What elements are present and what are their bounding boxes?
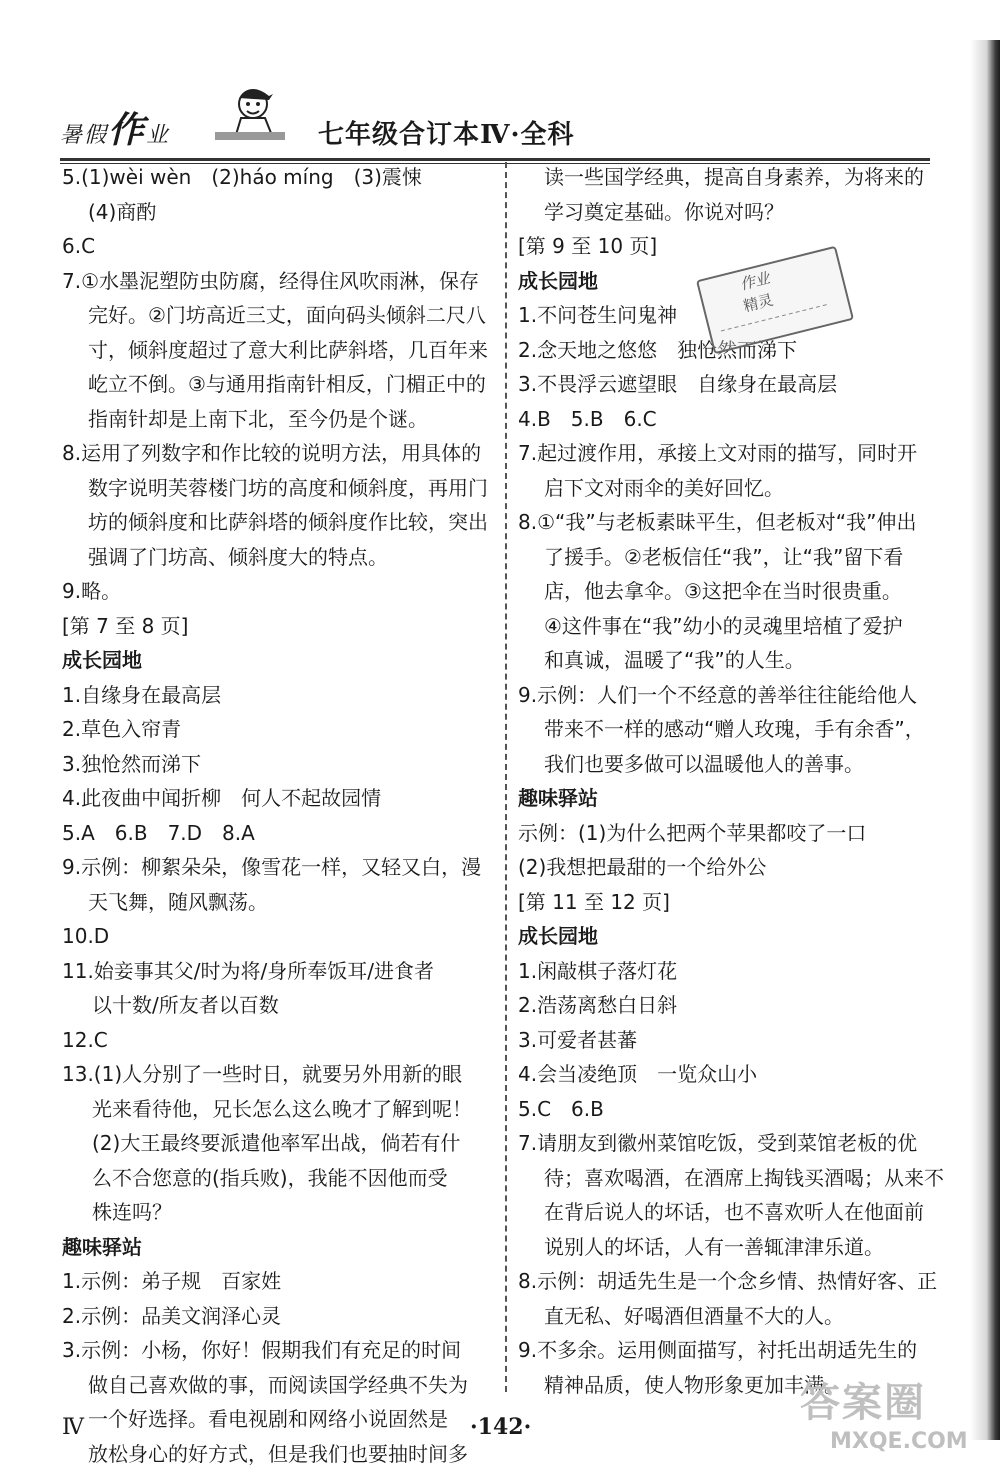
answer-line: 一个好选择。看电视剧和网络小说固然是	[88, 1407, 448, 1431]
answer-line: (2)大王最终要派遣他率军出战，倘若有什	[92, 1131, 461, 1155]
answer-line: 5.A 6.B 7.D 8.A	[62, 820, 255, 845]
brand-pre: 暑假	[60, 123, 109, 148]
brand-big: 作	[108, 109, 147, 151]
answer-line: 3.不畏浮云遮望眼 自缘身在最高层	[518, 372, 838, 396]
answer-line: 5.(1)wèi wèn (2)háo míng (3)震悚	[62, 165, 422, 189]
answer-line: 直无私、好喝酒但酒量不大的人。	[544, 1303, 844, 1328]
answer-line: 4.B 5.B 6.C	[518, 406, 657, 431]
answer-line: 1.自缘身在最高层	[62, 682, 222, 707]
answer-line: 2.草色入帘青	[62, 717, 182, 741]
brand-post: 业	[146, 123, 171, 148]
answer-line: 1.不问苍生问鬼神	[518, 303, 678, 327]
answer-line: 店，他去拿伞。③这把伞在当时很贵重。	[544, 579, 902, 603]
answer-line: 完好。②门坊高近三丈，面向码头倾斜二尺八	[88, 303, 486, 327]
answer-line: 1.闲敲棋子落灯花	[518, 958, 678, 983]
answer-line: 5.C 6.B	[518, 1096, 604, 1121]
answer-line: 数字说明芙蓉楼门坊的高度和倾斜度，再用门	[88, 475, 488, 500]
answer-line: 6.C	[62, 234, 96, 258]
answer-line: 4.会当凌绝顶 一览众山小	[518, 1062, 758, 1086]
section-heading: 趣味驿站	[62, 1234, 142, 1259]
answer-line: 启下文对雨伞的美好回忆。	[544, 475, 784, 500]
page-range-heading: [第 7 至 8 页]	[62, 613, 189, 638]
answer-line: (2)我想把最甜的一个给外公	[518, 855, 767, 879]
answer-line: 2.念天地之悠悠 独怆然而涕下	[518, 337, 798, 362]
stamp-line1: 作业	[738, 268, 772, 294]
section-heading: 成长园地	[62, 648, 142, 672]
answer-line: 株连吗？	[92, 1200, 172, 1224]
answer-line: 寸，倾斜度超过了意大利比萨斜塔，几百年来	[88, 337, 488, 362]
answer-line: 屹立不倒。③与通用指南针相反，门楣正中的	[88, 372, 486, 396]
corner-watermark-logo	[790, 1365, 980, 1465]
answer-line: 7.请朋友到徽州菜馆吃饭，受到菜馆老板的优	[518, 1131, 918, 1155]
answer-line: 强调了门坊高、倾斜度大的特点。	[88, 544, 388, 569]
answer-line: 9.不多余。运用侧面描写，衬托出胡适先生的	[518, 1338, 918, 1362]
answer-line: 和真诚，温暖了“我”的人生。	[544, 648, 805, 672]
answer-line: 9.示例：柳絮朵朵，像雪花一样，又轻又白，漫	[62, 855, 482, 879]
answer-line: 带来不一样的感动“赠人玫瑰，手有余香”，	[544, 717, 925, 741]
answer-line: ④这件事在“我”幼小的灵魂里培植了爱护	[544, 613, 903, 638]
answer-line: 在背后说人的坏话，也不喜欢听人在他面前	[544, 1200, 924, 1224]
answer-line: 4.此夜曲中闻折柳 何人不起故园情	[62, 786, 382, 810]
answer-line: 坊的倾斜度和比萨斜塔的倾斜度作比较，突出	[88, 510, 488, 534]
answer-line: 以十数/所友者以百数	[92, 993, 279, 1017]
page-header	[60, 80, 940, 160]
answer-line: 做自己喜欢做的事，而阅读国学经典不失为	[88, 1372, 468, 1397]
answer-line: 12.C	[62, 1027, 108, 1052]
answer-line: 3.独怆然而涕下	[62, 751, 202, 776]
answer-line: 3.示例：小杨，你好！假期我们有充足的时间	[62, 1338, 462, 1362]
answer-line: 10.D	[62, 924, 110, 948]
section-heading: 成长园地	[518, 924, 598, 948]
brand-logo	[60, 102, 170, 153]
stamp-line2: 精灵	[741, 290, 776, 316]
scan-edge	[970, 40, 1000, 1440]
answer-line: 放松身心的好方式，但是我们也要抽时间多	[88, 1441, 468, 1466]
answer-line: 9.示例：人们一个不经意的善举往往能给他人	[518, 682, 918, 707]
mascot-icon	[195, 80, 295, 144]
answer-line: 光来看待他，兄长怎么这么晚才了解到呢！	[92, 1096, 472, 1121]
answer-line: 待；喜欢喝酒，在酒席上掏钱买酒喝；从来不	[544, 1165, 944, 1190]
answer-line: 2.浩荡离愁白日斜	[518, 993, 678, 1017]
book-subtitle: 七年级合订本Ⅳ·全科	[318, 120, 575, 150]
answer-line: 8.示例：胡适先生是一个念乡情、热情好客、正	[518, 1269, 938, 1293]
answer-line: (4)商酌	[88, 199, 157, 224]
answer-line: 1.示例：弟子规 百家姓	[62, 1269, 282, 1293]
answer-line: 么不合您意的(指兵败)，我能不因他而受	[92, 1165, 448, 1190]
answer-line: 7.①水墨泥塑防虫防腐，经得住风吹雨淋，保存	[62, 268, 480, 293]
page-range-heading: [第 11 至 12 页]	[518, 889, 670, 914]
page-number: ·142·	[470, 1414, 532, 1440]
answer-line: 13.(1)人分别了一些时日，就要另外用新的眼	[62, 1062, 463, 1086]
answer-line: 天飞舞，随风飘荡。	[88, 889, 268, 914]
answer-line: 说别人的坏话，人有一善辄津津乐道。	[544, 1234, 884, 1259]
answer-line: 我们也要多做可以温暖他人的善事。	[544, 751, 864, 776]
answer-line: 9.略。	[62, 579, 122, 603]
volume-mark: Ⅳ	[62, 1415, 84, 1440]
logo-domain: MXQE.COM	[830, 1429, 968, 1454]
answer-line: 指南针却是上南下北，至今仍是个谜。	[88, 406, 428, 431]
logo-text: 答案圈	[800, 1380, 926, 1426]
answer-line: 学习奠定基础。你说对吗？	[544, 199, 784, 224]
answer-line: 了援手。②老板信任“我”，让“我”留下看	[544, 544, 904, 569]
page-range-heading: [第 9 至 10 页]	[518, 234, 658, 258]
answer-line: 示例：(1)为什么把两个苹果都咬了一口	[518, 820, 867, 845]
section-heading: 趣味驿站	[518, 786, 598, 810]
answer-line: 7.起过渡作用，承接上文对雨的描写，同时开	[518, 441, 918, 465]
column-divider	[505, 162, 507, 1392]
answer-line: 3.可爱者甚蕃	[518, 1027, 638, 1052]
answer-line: 精神品质，使人物形象更加丰满。	[544, 1372, 844, 1397]
answer-line: 读一些国学经典，提高自身素养，为将来的	[544, 165, 924, 189]
answer-line: 11.始妾事其父/时为将/身所奉饭耳/进食者	[62, 958, 435, 983]
left-column	[62, 160, 492, 1471]
answer-line: 8.运用了列数字和作比较的说明方法，用具体的	[62, 441, 482, 465]
answer-line: 2.示例：品美文润泽心灵	[62, 1303, 282, 1328]
section-heading: 成长园地	[518, 268, 598, 293]
answer-line: 8.①“我”与老板素昧平生，但老板对“我”伸出	[518, 510, 917, 534]
